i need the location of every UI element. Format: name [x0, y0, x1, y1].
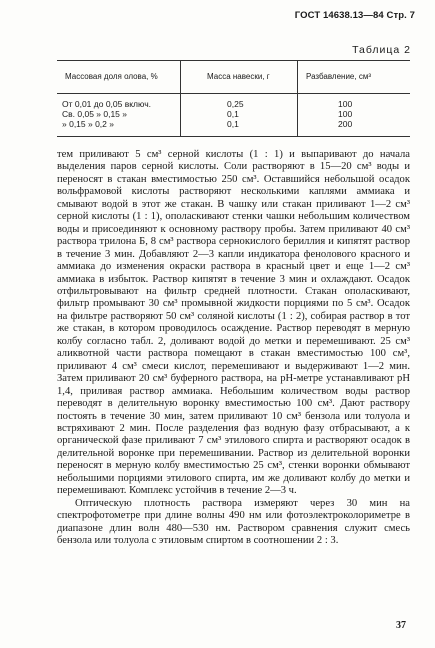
- paragraph: Оптическую плотность раствора измеряют через 30 мин на спектрофотометре при длине волны 490 нм или фотоэлектроколориметре в диапазоне длин волн 480—530 нм. Раствором сравнения служит смесь бензола или толуола с этиловым спиртом в соотношении 2 : 3.: [57, 497, 410, 547]
- body-text: [57, 149, 410, 548]
- page-number: 37: [396, 620, 406, 631]
- column-header-tin-fraction: Массовая доля олова, %: [65, 72, 158, 81]
- page-header: ГОСТ 14638.13—84 Стр. 7: [294, 10, 415, 21]
- column-header-dilution: Разбавление, см³: [306, 72, 371, 81]
- paragraph: тем приливают 5 см³ серной кислоты (1 : 1) и выпаривают до начала выделения паров серной кислоты. Соли растворяют в 15—20 см³ воды и переносят в стакан вместимостью 250 см³. Оставшийся небольшой осадок вольфрамовой кислоты растворяют несколькими каплями аммиака и смывают водой в этот же стакан. В чашку или стакан приливают 1—2 см³ серной кислоты (1 : 1), ополаскивают стенки чашки небольшим количеством воды и присоединяют к основному раствору пробы. Затем приливают 40 см³ раствора трилона Б, 8 см³ раствора сернокислого бериллия и кипятят раствор в течение 3 мин. Добавляют 2—3 капли индикатора фенолового красного и аммиака до изменения окраски раствора в красный цвет и еще 1—2 см³ аммиака в избыток. Раствор кипятят в течение 3 мин и охлаждают. Осадок отфильтровывают на фильтр средней плотности. Стакан ополаскивают, фильтр промывают 30 см³ промывной жидкости порциями по 5 см³. Осадок на фильтре растворяют 50 см³ соляной кислоты (1 : 2), собирая раствор в тот же стакан, в котором проводилось осаждение. Раствор переводят в мерную колбу согласно табл. 2, доливают водой до метки и перемешивают. 25 см³ аликвотной части раствора помещают в стакан вместимостью 100 см³, приливают 4 см³ смеси кислот, перемешивают и выдерживают 1—2 мин. Затем приливают 20 см³ буферного раствора, на рН-метре устанавливают рН 1,4, приливая раствор аммиака. Небольшим количеством воды раствор переводят в делительную воронку вместимостью 100 см³. Дают раствору постоять в течение 30 мин, затем приливают 10 см³ бензола или толуола и встряхивают 2 мин. После разделения фаз водную фазу отбрасывают, а к органической фазе приливают 7 см³ этилового спирта и растворяют осадок в делительной воронке при перемешивании. Раствор из делительной воронки переносят в мерную колбу вместимостью 25 см³, стенки воронки обмывают небольшими порциями этилового спирта, им же доливают колбу до метки и перемешивают. Комплекс устойчив в течение 2—3 ч.: [57, 149, 410, 497]
- table-cell: От 0,01 до 0,05 включ.: [62, 99, 151, 109]
- column-divider: [297, 61, 298, 136]
- table-cell: » 0,15 » 0,2 »: [62, 119, 114, 129]
- table-cell: Св. 0,05 » 0,15 »: [62, 109, 128, 119]
- table-cell: 100: [338, 109, 353, 119]
- table-title: Таблица 2: [352, 44, 411, 56]
- column-divider: [180, 61, 181, 136]
- header-rule: [57, 93, 410, 94]
- table-cell: 200: [338, 119, 353, 129]
- table-cell: 100: [338, 99, 353, 109]
- column-header-sample-mass: Масса навески, г: [207, 72, 270, 81]
- data-table: [57, 60, 410, 137]
- table-cell: 0,1: [227, 109, 239, 119]
- table-cell: 0,1: [227, 119, 239, 129]
- table-cell: 0,25: [227, 99, 244, 109]
